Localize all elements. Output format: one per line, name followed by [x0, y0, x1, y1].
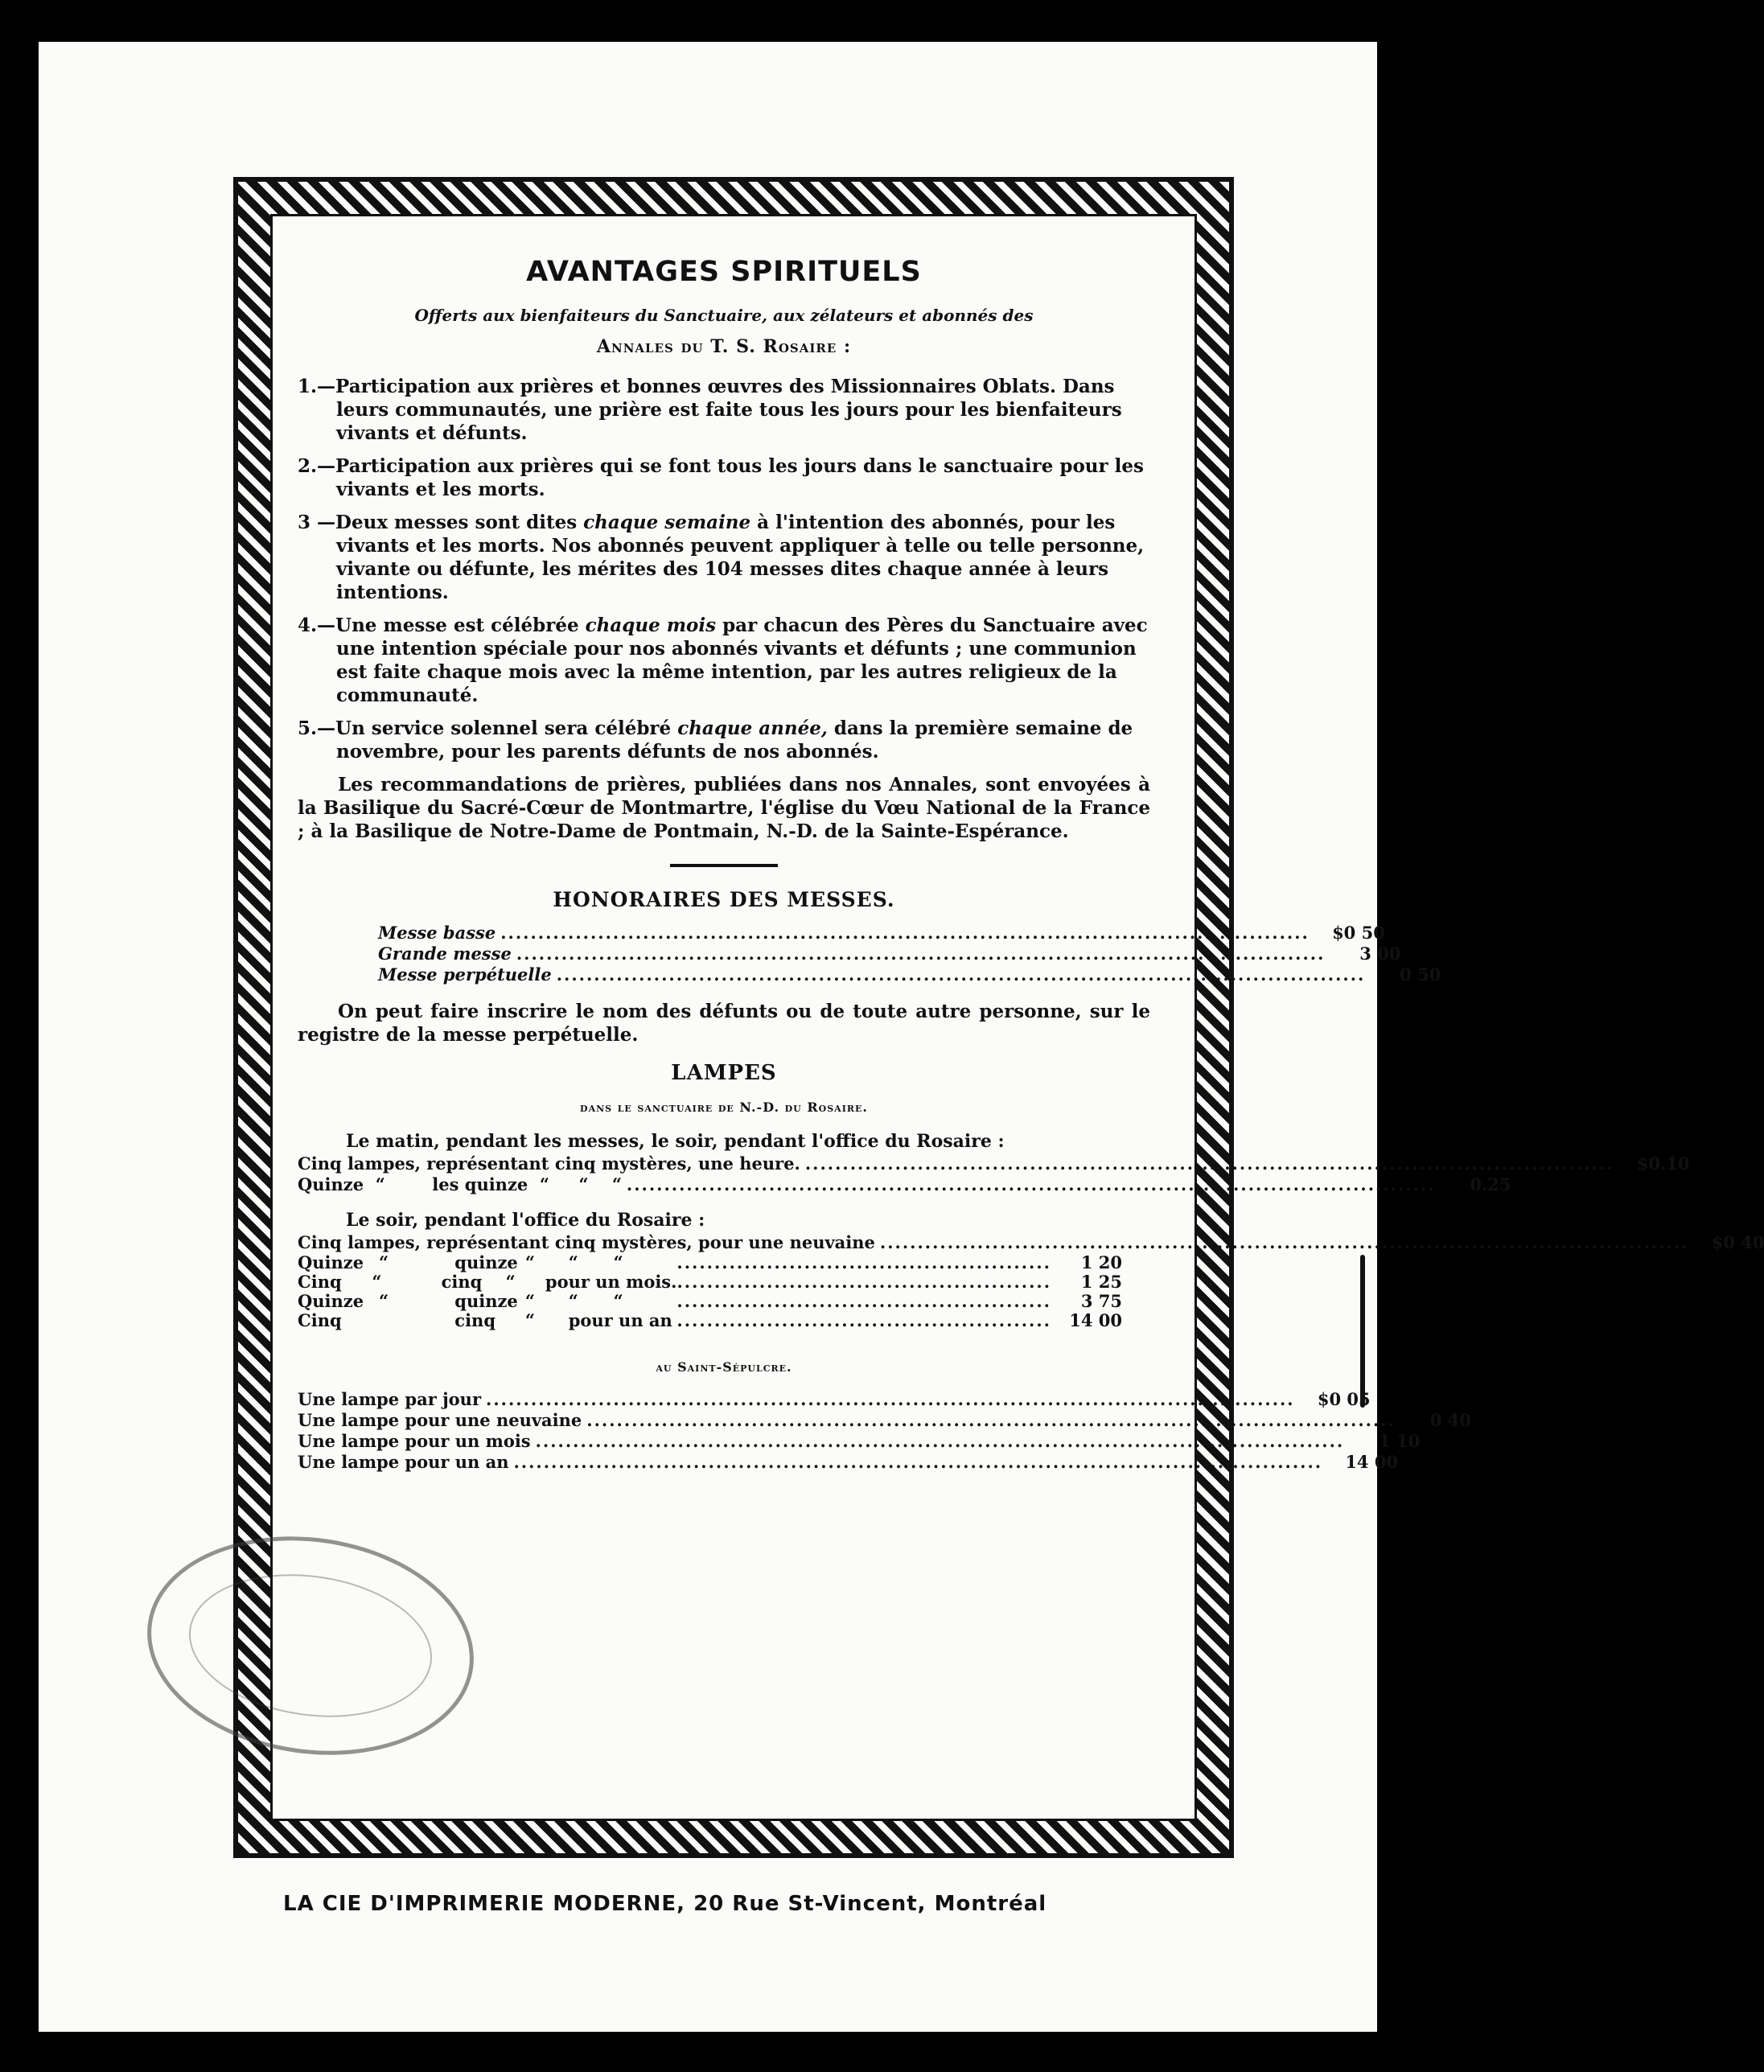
- advantage-item-1: [298, 375, 1150, 445]
- item-text: dans la première semaine de novembre, pour les parents défunts de nos abonnés.: [336, 717, 1133, 763]
- item-text: Participation aux prières qui se font tous les jours dans le sanctuaire pour les vivants et les morts.: [335, 455, 1144, 500]
- item-emphasis: chaque mois: [585, 615, 717, 636]
- price-row: Quinze “ quinze “ “ “ .................................................. 1 20: [298, 1252, 1122, 1272]
- document-content: [298, 256, 1764, 1487]
- item-number: 2.—: [298, 455, 336, 477]
- advantage-item-4: [298, 614, 1150, 707]
- sepulcre-price-list: [298, 1389, 1471, 1473]
- messe-perpetuelle-note: On peut faire inscrire le nom des défunts ou de toute autre personne, sur le registre de la messe perpétuelle.: [298, 1001, 1150, 1046]
- item-text: à l'intention des abonnés, pour les vivants et les morts. Nos abonnés peuvent appliquer à telle ou telle personne, vivante ou défunte, les mérites des 104 messes dites chaque année à leurs intentions.: [336, 512, 1145, 603]
- printer-imprint: LA CIE D'IMPRIMERIE MODERNE, 20 Rue St-Vincent, Montréal: [283, 1892, 1047, 1916]
- item-text: Une messe est célébrée: [335, 615, 586, 636]
- price-row: Cinq lampes, représentant cinq mystères, une heure. ............................................................................................................ $0.10: [298, 1153, 1690, 1174]
- soir-price-list: [298, 1232, 1764, 1330]
- price-row: Messe perpétuelle ............................................................................................................ 0 50: [378, 964, 1441, 985]
- item-number: 5.—: [298, 717, 336, 739]
- price-row: Une lampe pour une neuvaine ............................................................................................................ 0 40: [298, 1410, 1471, 1430]
- section-divider: [670, 864, 778, 867]
- item-text: Un service solennel sera célébré: [335, 717, 678, 739]
- price-row: Cinq lampes, représentant cinq mystères, pour une neuvaine ............................................................................................................ $0 40: [298, 1232, 1764, 1252]
- price-row: Quinze “ les quinze “ “ “ ............................................................................................................ 0.25: [298, 1174, 1511, 1194]
- lampes-subtitle: dans le sanctuaire de N.-D. du Rosaire.: [580, 1100, 868, 1115]
- honoraires-title: HONORAIRES DES MESSES.: [553, 888, 895, 911]
- advantage-item-2: [298, 454, 1150, 501]
- price-row: Cinq cinq “ pour un an .................................................. 14 00: [298, 1310, 1122, 1330]
- price-row: Grande messe ............................................................................................................ 3 00: [378, 944, 1401, 964]
- price-row: Cinq “ cinq “ pour un mois. .................................................. 1 25: [298, 1272, 1123, 1292]
- item-text: Participation aux prières et bonnes œuvres des Missionnaires Oblats. Dans leurs communautés, une prière est faite tous les jours pour les bienfaiteurs vivants et défunts.: [335, 376, 1122, 444]
- soir-intro: Le soir, pendant l'office du Rosaire :: [346, 1210, 705, 1231]
- subtitle: Offerts aux bienfaiteurs du Sanctuaire, aux zélateurs et abonnés des: [414, 306, 1034, 325]
- stamp-inner-ring: [179, 1560, 441, 1733]
- item-emphasis: chaque année,: [677, 717, 828, 739]
- price-row: Une lampe pour un mois ............................................................................................................ 1 10: [298, 1431, 1421, 1451]
- price-row: Quinze “ quinze “ “ “ .................................................. 3 75: [298, 1291, 1122, 1311]
- spine-mark: [1360, 1255, 1365, 1408]
- subtitle-annales: Annales du T. S. Rosaire :: [596, 336, 852, 357]
- item-number: 3 —: [298, 512, 336, 533]
- price-row: Une lampe par jour ............................................................................................................ $0 05: [298, 1389, 1371, 1409]
- item-number: 4.—: [298, 615, 336, 636]
- recommandations-paragraph: Les recommandations de prières, publiées dans nos Annales, sont envoyées à la Basilique du Sacré-Cœur de Montmartre, l'église du Vœu National de la France ; à la Basilique de Notre-Dame de Pontmain, N.-D. de la Sainte-Espérance.: [298, 774, 1150, 842]
- item-text: par chacun des Pères du Sanctuaire avec une intention spéciale pour nos abonnés vivants et défunts ; une communion est faite chaque mois avec la même intention, par les autres religieux de la communauté.: [336, 615, 1148, 706]
- item-emphasis: chaque semaine: [583, 512, 751, 533]
- messes-price-list: [378, 923, 1441, 985]
- matin-intro: Le matin, pendant les messes, le soir, pendant l'office du Rosaire :: [346, 1131, 1005, 1152]
- main-title: AVANTAGES SPIRITUELS: [526, 256, 922, 288]
- advantage-item-5: [298, 717, 1150, 763]
- price-row: Une lampe pour un an ............................................................................................................ 14 00: [298, 1452, 1399, 1472]
- sepulcre-title: au Saint-Sépulcre.: [656, 1359, 792, 1375]
- lampes-title: LAMPES: [671, 1061, 777, 1085]
- advantage-item-3: [298, 511, 1150, 604]
- item-number: 1.—: [298, 376, 336, 397]
- price-row: Messe basse ............................................................................................................ $0 50: [378, 923, 1385, 943]
- item-text: Deux messes sont dites: [335, 512, 584, 533]
- matin-price-list: [298, 1153, 1690, 1195]
